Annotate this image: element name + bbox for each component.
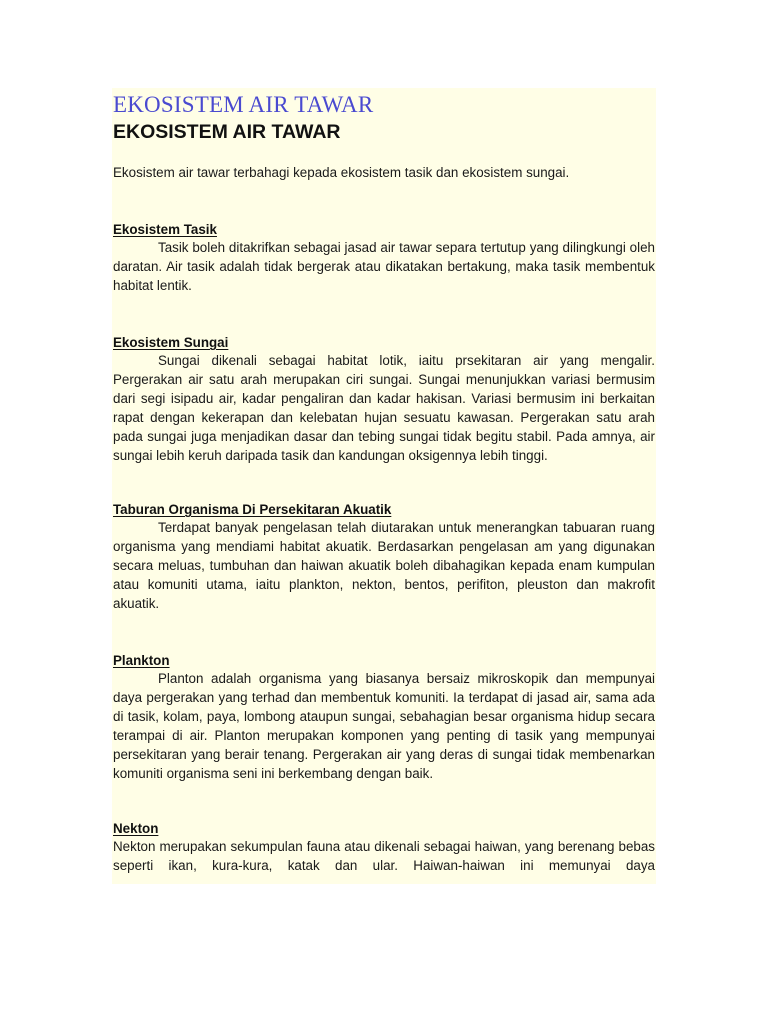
section-body-nekton-block [113, 838, 655, 876]
document-title-serif: EKOSISTEM AIR TAWAR [113, 92, 374, 117]
section-body-taburan: Terdapat banyak pengelasan telah diutarakan untuk menerangkan tabuaran ruang organisma yang mendiami habitat akuatik. Berdasarkan pengelasan am yang digunakan secara meluas, tumbuhan dan haiwan akuatik boleh dibahagikan kepada enam kumpulan atau komuniti utama, iaitu plankton, nekton, bentos, perifiton, pleuston dan makrofit akuatik. [113, 520, 655, 611]
section-heading-nekton: Nekton [113, 821, 159, 836]
section-heading-tasik: Ekosistem Tasik [113, 222, 217, 237]
section-body-tasik-block [113, 239, 655, 296]
section-body-nekton: Nekton merupakan sekumpulan fauna atau dikenali sebagai haiwan, yang berenang bebas seperti ikan, kura-kura, katak dan ular. Haiwan-haiwan ini memunyai daya [113, 839, 655, 873]
section-heading-sungai: Ekosistem Sungai [113, 335, 229, 350]
section-heading-taburan: Taburan Organisma Di Persekitaran Akuatik [113, 502, 392, 517]
section-body-plankton: Planton adalah organisma yang biasanya bersaiz mikroskopik dan mempunyai daya pergerakan yang terhad dan membentuk komuniti. Ia terdapat di jasad air, sama ada di tasik, kolam, paya, lombong ataupun sungai, sebahagian besar organisma hidup secara terampai di air. Planton merupakan komponen yang penting di tasik yang mempunyai persekitaran yang berair tenang. Pergerakan air yang deras di sungai tidak membenarkan komuniti organisma seni ini berkembang dengan baik. [113, 671, 655, 781]
section-body-plankton-block [113, 670, 655, 783]
intro-block [113, 164, 655, 183]
section-body-taburan-block [113, 519, 655, 614]
section-body-sungai: Sungai dikenali sebagai habitat lotik, iaitu prsekitaran air yang mengalir. Pergerakan air satu arah merupakan ciri sungai. Sungai menunjukkan variasi bermusim dari segi isipadu air, kadar pengaliran dan kadar hakisan. Variasi bermusim ini berkaitan rapat dengan kekerapan dan kelebatan hujan sesuatu kawasan. Pergerakan satu arah pada sungai juga menjadikan dasar dan tebing sungai tidak begitu stabil. Pada amnya, air sungai lebih keruh daripada tasik dan kandungan oksigennya lebih tinggi. [113, 353, 655, 463]
section-body-sungai-block [113, 352, 655, 465]
section-body-tasik: Tasik boleh ditakrifkan sebagai jasad air tawar separa tertutup yang dilingkungi oleh daratan. Air tasik adalah tidak bergerak atau dikatakan bertakung, maka tasik membentuk habitat lentik. [113, 240, 655, 293]
document-title: EKOSISTEM AIR TAWAR [113, 121, 341, 143]
section-heading-plankton: Plankton [113, 653, 170, 668]
intro-paragraph: Ekosistem air tawar terbahagi kepada ekosistem tasik dan ekosistem sungai. [113, 165, 570, 180]
